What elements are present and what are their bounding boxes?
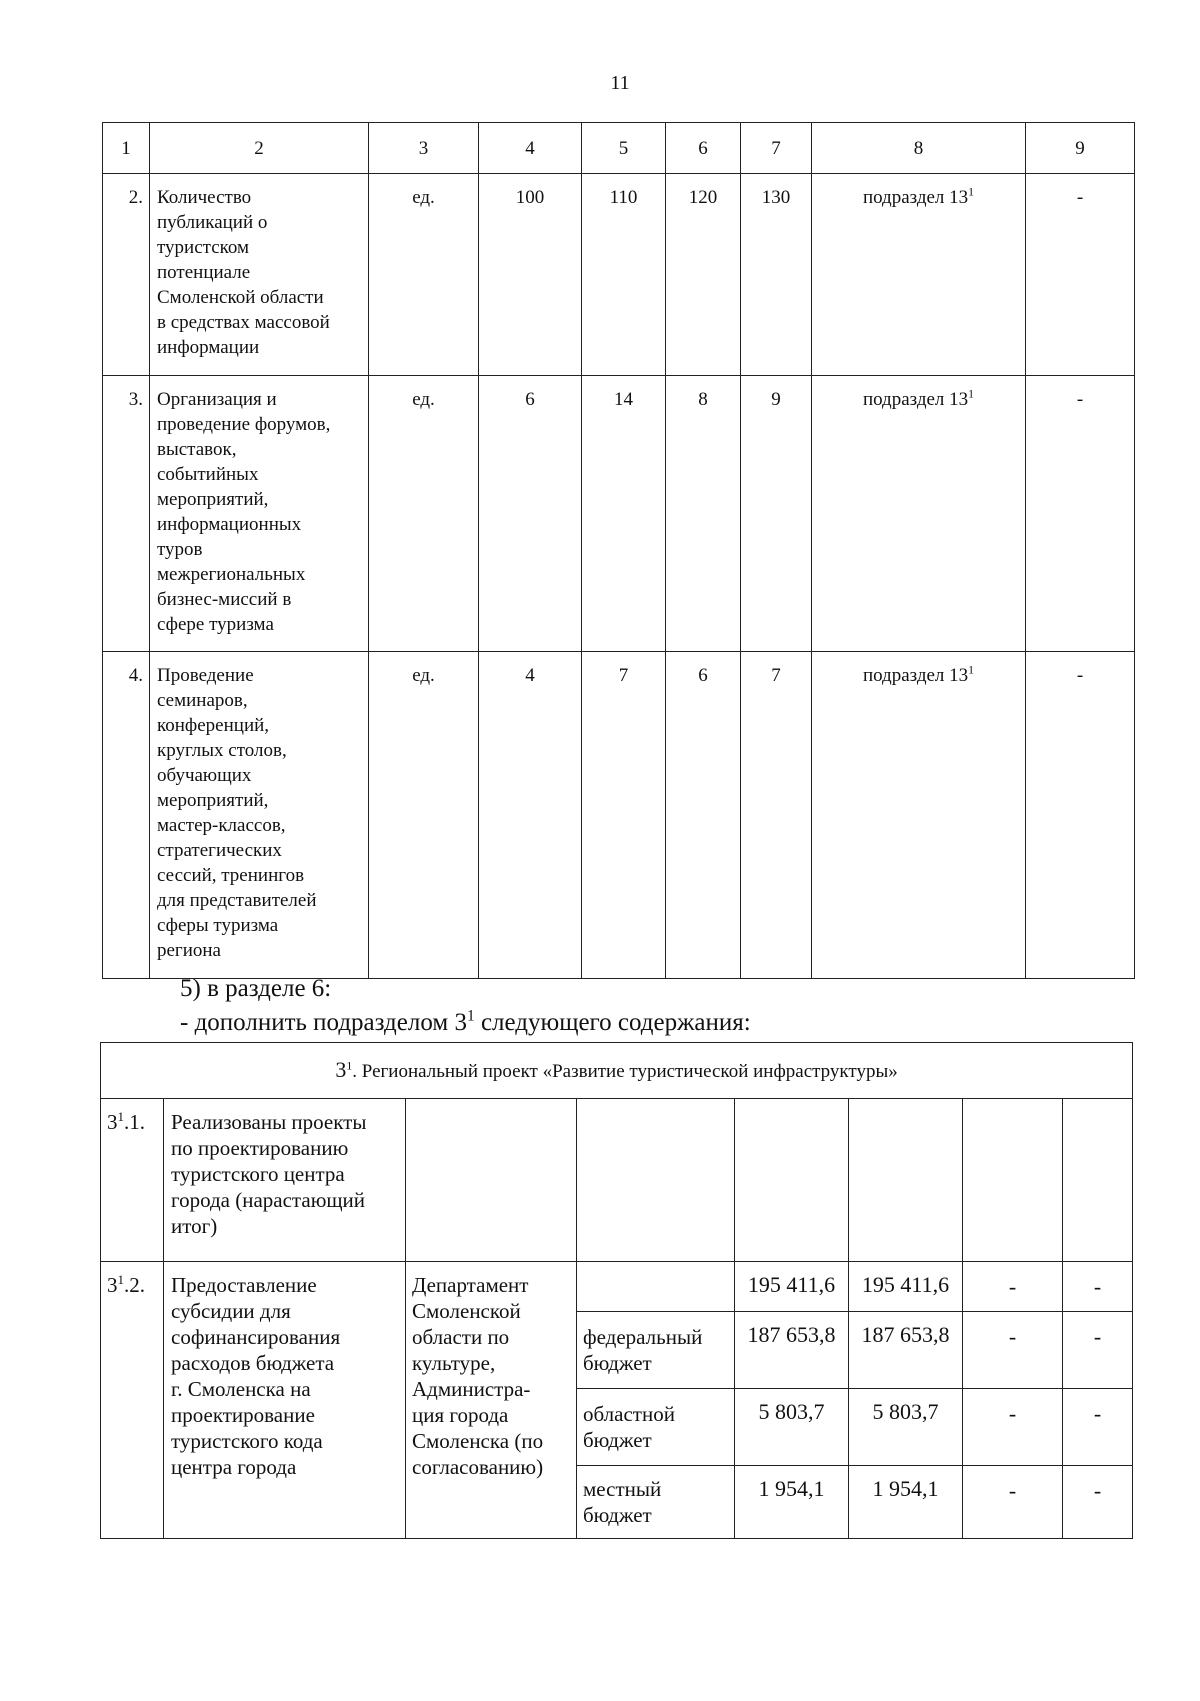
column-header: 6 — [666, 123, 741, 174]
funding-total: 5 803,7 — [735, 1389, 849, 1466]
indicator-name: Проведение семинаров, конференций, круглых столов, обучающих мероприятий, мастер-классов, стратегических сессий, тренингов для представителей сферы туризма региона — [150, 652, 369, 979]
section-title-row — [101, 1043, 1133, 1099]
row-number: $3^1.2$. — [101, 1262, 164, 1539]
funding-year: 195 411,6 — [849, 1262, 963, 1312]
column-header: 8 — [812, 123, 1026, 174]
table-row — [103, 652, 1135, 979]
value-cell: 14 — [582, 376, 666, 652]
funding-year: 187 653,8 — [849, 1312, 963, 1389]
column-header: 5 — [582, 123, 666, 174]
value-cell: 130 — [741, 174, 812, 376]
funding-empty: - — [963, 1389, 1063, 1466]
empty-cell — [735, 1099, 849, 1262]
value-cell: 6 — [666, 652, 741, 979]
value-cell: 8 — [666, 376, 741, 652]
value-cell: 9 — [741, 376, 812, 652]
page-number: 11 — [610, 72, 630, 94]
mark-cell: - — [1026, 376, 1135, 652]
funding-empty: - — [1063, 1466, 1133, 1539]
activity-name: Предоставление субсидии для софинансирования расходов бюджета г. Смоленска на проектирование туристского кода центра города — [164, 1262, 406, 1539]
indicator-name: Организация и проведение форумов, выставок, событийных мероприятий, информационных туров межрегиональных бизнес-миссий в сфере туризма — [150, 376, 369, 652]
project-table — [100, 1042, 1133, 1539]
indicators-table — [102, 122, 1135, 979]
value-cell: 100 — [479, 174, 582, 376]
value-cell: 7 — [741, 652, 812, 979]
empty-cell — [577, 1099, 735, 1262]
table-row — [101, 1262, 1133, 1312]
funding-year: 5 803,7 — [849, 1389, 963, 1466]
value-cell: 110 — [582, 174, 666, 376]
mark-cell: - — [1026, 174, 1135, 376]
row-number: 3. — [103, 376, 150, 652]
section-ref: подраздел $13^1$ — [812, 652, 1026, 979]
table-row — [103, 376, 1135, 652]
unit-cell: ед. — [369, 174, 479, 376]
funding-empty: - — [963, 1262, 1063, 1312]
responsible-party: Департамент Смоленской области по культуре, Администра- ция города Смоленска (по согласованию) — [406, 1262, 577, 1539]
mark-cell: - — [1026, 652, 1135, 979]
column-header: 3 — [369, 123, 479, 174]
value-cell: 6 — [479, 376, 582, 652]
section-ref: подраздел $13^1$ — [812, 174, 1026, 376]
empty-cell — [406, 1099, 577, 1262]
funding-total: 195 411,6 — [735, 1262, 849, 1312]
unit-cell: ед. — [369, 652, 479, 979]
column-header: 7 — [741, 123, 812, 174]
funding-source: областной бюджет — [577, 1389, 735, 1466]
column-header: 9 — [1026, 123, 1135, 174]
funding-source: федеральный бюджет — [577, 1312, 735, 1389]
row-number: $3^1.1$. — [101, 1099, 164, 1262]
funding-source: местный бюджет — [577, 1466, 735, 1539]
funding-source — [577, 1262, 735, 1312]
funding-total: 1 954,1 — [735, 1466, 849, 1539]
empty-cell — [849, 1099, 963, 1262]
value-cell: 4 — [479, 652, 582, 979]
funding-empty: - — [1063, 1312, 1133, 1389]
table-header-row — [103, 123, 1135, 174]
funding-total: 187 653,8 — [735, 1312, 849, 1389]
column-header: 4 — [479, 123, 582, 174]
table-row — [103, 174, 1135, 376]
funding-empty: - — [963, 1312, 1063, 1389]
indicator-name: Количество публикаций о туристском потенциале Смоленской области в средствах массовой информации — [150, 174, 369, 376]
column-header: 1 — [103, 123, 150, 174]
instruction-line: - дополнить подразделом $3^1$ следующего содержания: — [180, 1007, 751, 1036]
value-cell: 7 — [582, 652, 666, 979]
row-number: 4. — [103, 652, 150, 979]
funding-empty: - — [1063, 1389, 1133, 1466]
value-cell: 120 — [666, 174, 741, 376]
empty-cell — [963, 1099, 1063, 1262]
section-ref: подраздел $13^1$ — [812, 376, 1026, 652]
instruction-line: 5) в разделе 6: — [180, 975, 332, 1002]
funding-empty: - — [1063, 1262, 1133, 1312]
activity-name: Реализованы проекты по проектированию туристского центра города (нарастающий итог) — [164, 1099, 406, 1262]
unit-cell: ед. — [369, 376, 479, 652]
funding-year: 1 954,1 — [849, 1466, 963, 1539]
funding-empty: - — [963, 1466, 1063, 1539]
empty-cell — [1063, 1099, 1133, 1262]
column-header: 2 — [150, 123, 369, 174]
row-number: 2. — [103, 174, 150, 376]
section-title: $3^1$. Региональный проект «Развитие туристической инфраструктуры» — [101, 1043, 1133, 1099]
table-row — [101, 1099, 1133, 1262]
